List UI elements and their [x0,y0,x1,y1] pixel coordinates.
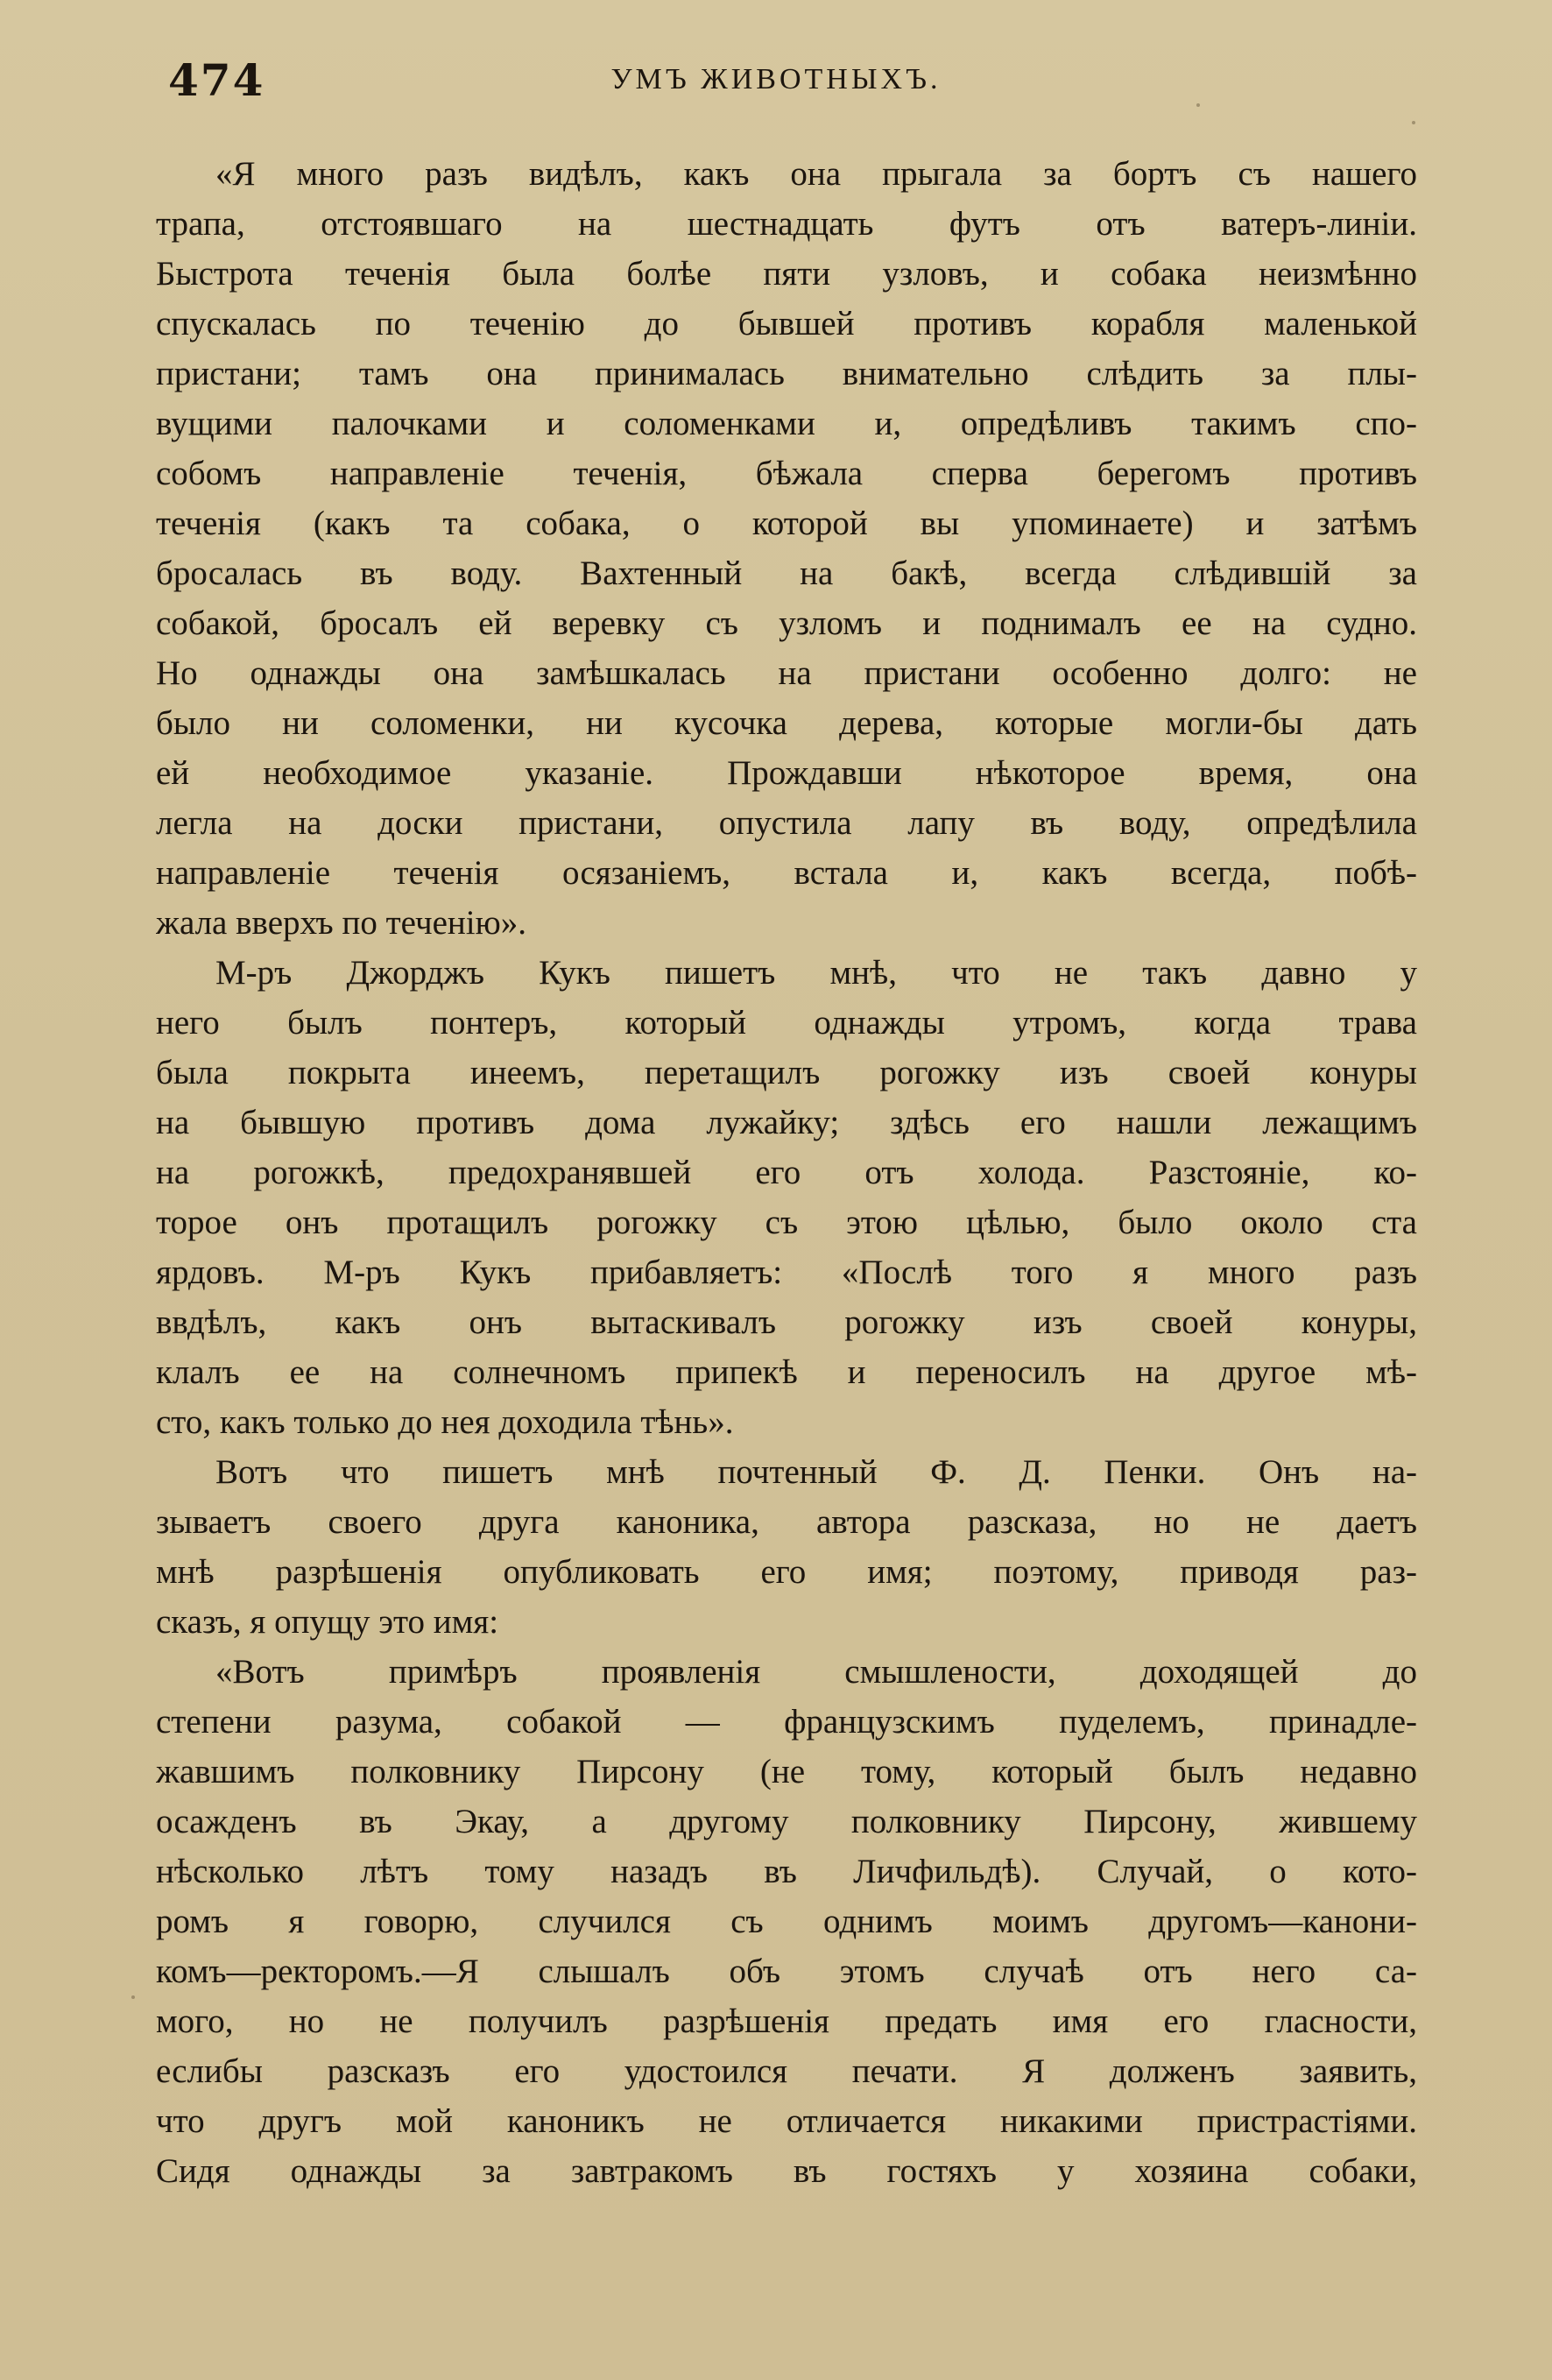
text-line: степени разума, собакой — французскимъ пуделемъ, принадле- [156,1703,1417,1741]
text-line: сказъ, я опущу это имя: [156,1603,499,1641]
text-line: направленіе теченія осязаніемъ, встала и, какъ всегда, побѣ- [156,854,1417,892]
text-line: М-ръ Джорджъ Кукъ пишетъ мнѣ, что не такъ давно у [215,954,1417,992]
text-line: нѣсколько лѣтъ тому назадъ въ Личфильдѣ). Случай, о кото- [156,1853,1417,1890]
text-line: вущими палочками и соломенками и, опредѣливъ такимъ спо- [156,405,1417,442]
text-line: ввдѣлъ, какъ онъ вытаскивалъ рогожку изъ своей конуры, [156,1303,1417,1341]
text-line: мого, но не получилъ разрѣшенія предать имя его гласности, [156,2002,1417,2040]
text-line: собомъ направленіе теченія, бѣжала сперва берегомъ противъ [156,455,1417,492]
text-line: жала вверхъ по теченію». [156,904,526,942]
text-line: мнѣ разрѣшенія опубликовать его имя; поэтому, приводя раз- [156,1553,1417,1591]
text-line: зываетъ своего друга каноника, автора разсказа, но не даетъ [156,1503,1417,1541]
text-line: на рогожкѣ, предохранявшей его отъ холода. Разстояніе, ко- [156,1154,1417,1191]
text-line: осажденъ въ Экау, а другому полковнику Пирсону, жившему [156,1803,1417,1840]
body-text [156,149,1417,2196]
paper-speck [131,1995,135,1999]
running-title: УМЪ ЖИВОТНЫХЪ. [610,63,942,95]
text-line: ярдовъ. М-ръ Кукъ прибавляетъ: «Послѣ того я много разъ [156,1254,1417,1291]
text-line: Вотъ что пишетъ мнѣ почтенный Ф. Д. Пенки. Онъ на- [215,1453,1417,1491]
text-line: Сидя однажды за завтракомъ въ гостяхъ у хозяина собаки, [156,2152,1417,2190]
text-line: была покрыта инеемъ, перетащилъ рогожку изъ своей конуры [156,1054,1417,1091]
text-line: теченія (какъ та собака, о которой вы упоминаете) и затѣмъ [156,505,1417,542]
text-line: бросалась въ воду. Вахтенный на бакѣ, всегда слѣдившій за [156,554,1417,592]
text-line: жавшимъ полковнику Пирсону (не тому, который былъ недавно [156,1753,1417,1790]
paper-speck [1196,103,1200,107]
text-line: Быстрота теченія была болѣе пяти узловъ, и собака неизмѣнно [156,255,1417,293]
text-line: спускалась по теченію до бывшей противъ корабля маленькой [156,305,1417,343]
text-line: «Я много разъ видѣлъ, какъ она прыгала за бортъ съ нашего [215,155,1417,193]
page-number: 474 [168,54,265,106]
text-line: что другъ мой каноникъ не отличается никакими пристрастіями. [156,2102,1417,2140]
text-line: комъ—ректоромъ.—Я слышалъ объ этомъ случаѣ отъ него са- [156,1953,1417,1990]
text-line: «Вотъ примѣръ проявленія смышлености, доходящей до [215,1653,1417,1691]
text-line: пристани; тамъ она принималась внимательно слѣдить за плы- [156,355,1417,392]
text-line: ей необходимое указаніе. Прождавши нѣкоторое время, она [156,754,1417,792]
text-line: Но однажды она замѣшкалась на пристани особенно долго: не [156,654,1417,692]
text-line: легла на доски пристани, опустила лапу въ воду, опредѣлила [156,804,1417,842]
text-line: было ни соломенки, ни кусочка дерева, которые могли-бы дать [156,704,1417,742]
paper-speck [1412,121,1415,124]
text-line: еслибы разсказъ его удостоился печати. Я долженъ заявить, [156,2052,1417,2090]
text-line: сто, какъ только до нея доходила тѣнь». [156,1403,734,1441]
text-line: ромъ я говорю, случился съ однимъ моимъ другомъ—канони- [156,1903,1417,1940]
text-line: трапа, отстоявшаго на шестнадцать футъ отъ ватеръ-линіи. [156,205,1417,243]
text-line: торое онъ протащилъ рогожку съ этою цѣлью, было около ста [156,1204,1417,1241]
text-line: клалъ ее на солнечномъ припекѣ и переносилъ на другое мѣ- [156,1353,1417,1391]
text-line: него былъ понтеръ, который однажды утромъ, когда трава [156,1004,1417,1042]
text-line: на бывшую противъ дома лужайку; здѣсь его нашли лежащимъ [156,1104,1417,1141]
text-line: собакой, бросалъ ей веревку съ узломъ и поднималъ ее на судно. [156,604,1417,642]
